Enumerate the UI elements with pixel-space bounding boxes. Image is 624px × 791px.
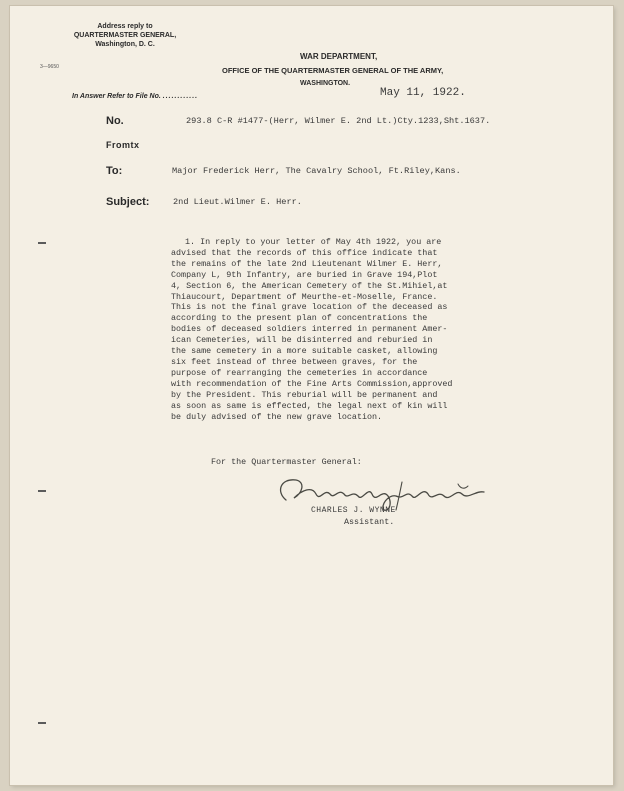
body-line: advised that the records of this office indicate that bbox=[171, 247, 438, 258]
body-line: 4, Section 6, the American Cemetery of the St.Mihiel,at bbox=[171, 280, 448, 291]
body-line: bodies of deceased soldiers interred in permanent Amer- bbox=[171, 324, 448, 335]
signer-name: CHARLES J. WYNNE bbox=[311, 506, 396, 515]
subject-value: 2nd Lieut.Wilmer E. Herr. bbox=[173, 197, 302, 207]
letter-date: May 11, 1922. bbox=[380, 87, 466, 99]
signer-title: Assistant. bbox=[344, 517, 395, 527]
department-heading: WAR DEPARTMENT, bbox=[300, 52, 378, 61]
file-number-value: 293.8 C-R #1477-(Herr, Wilmer E. 2nd Lt.)Cty.1233,Sht.1637. bbox=[186, 116, 491, 126]
body-line: with recommendation of the Fine Arts Commission,approved bbox=[171, 378, 453, 389]
city-heading: WASHINGTON. bbox=[300, 80, 351, 87]
body-line: This is not the final grave location of the deceased as bbox=[171, 302, 448, 313]
body-line: Company L, 9th Infantry, are buried in Grave 194,Plot bbox=[171, 269, 438, 280]
file-reference-prompt bbox=[72, 93, 198, 100]
letter-body bbox=[171, 237, 551, 422]
reply-address-line: QUARTERMASTER GENERAL, bbox=[73, 32, 177, 39]
file-number-label: No. bbox=[106, 115, 124, 127]
punch-mark bbox=[38, 490, 46, 492]
recipient-value: Major Frederick Herr, The Cavalry School, Ft.Riley,Kans. bbox=[172, 166, 461, 176]
closing-line: For the Quartermaster General: bbox=[211, 457, 362, 467]
body-line: 1. In reply to your letter of May 4th 1922, you are bbox=[185, 237, 442, 247]
file-reference-label: In Answer Refer to File No. bbox=[72, 93, 161, 100]
punch-mark bbox=[38, 242, 46, 244]
body-line: purpose of rearranging the cemeteries in accordance bbox=[171, 367, 428, 378]
reply-address bbox=[65, 22, 185, 49]
reply-address-line: Washington, D. C. bbox=[95, 41, 155, 48]
body-line: Thiaucourt, Department of Meurthe-et-Moselle, France. bbox=[171, 291, 438, 302]
body-line: the remains of the late 2nd Lieutenant Wilmer E. Herr, bbox=[171, 258, 443, 269]
subject-label: Subject: bbox=[106, 196, 150, 208]
letter-page bbox=[10, 6, 613, 785]
form-number: 3—9650 bbox=[40, 64, 59, 70]
file-reference-dots: ............ bbox=[162, 93, 199, 100]
body-line: according to the present plan of concentrations the bbox=[171, 313, 428, 324]
body-line: by the President. This reburial will be permanent and bbox=[171, 389, 438, 400]
body-line: as soon as same is effected, the legal next of kin will bbox=[171, 400, 448, 411]
from-label: Fromtx bbox=[106, 140, 140, 150]
body-line: be duly advised of the new grave location. bbox=[171, 411, 383, 422]
to-label: To: bbox=[106, 165, 123, 177]
punch-mark bbox=[38, 722, 46, 724]
reply-address-line: Address reply to bbox=[97, 23, 153, 30]
body-line: six feet instead of three between graves, for the bbox=[171, 356, 418, 367]
body-line: ican Cemeteries, will be disinterred and reburied in bbox=[171, 335, 433, 346]
office-heading: OFFICE OF THE QUARTERMASTER GENERAL OF THE ARMY, bbox=[222, 66, 444, 75]
body-line: the same cemetery in a more suitable casket, allowing bbox=[171, 346, 438, 357]
